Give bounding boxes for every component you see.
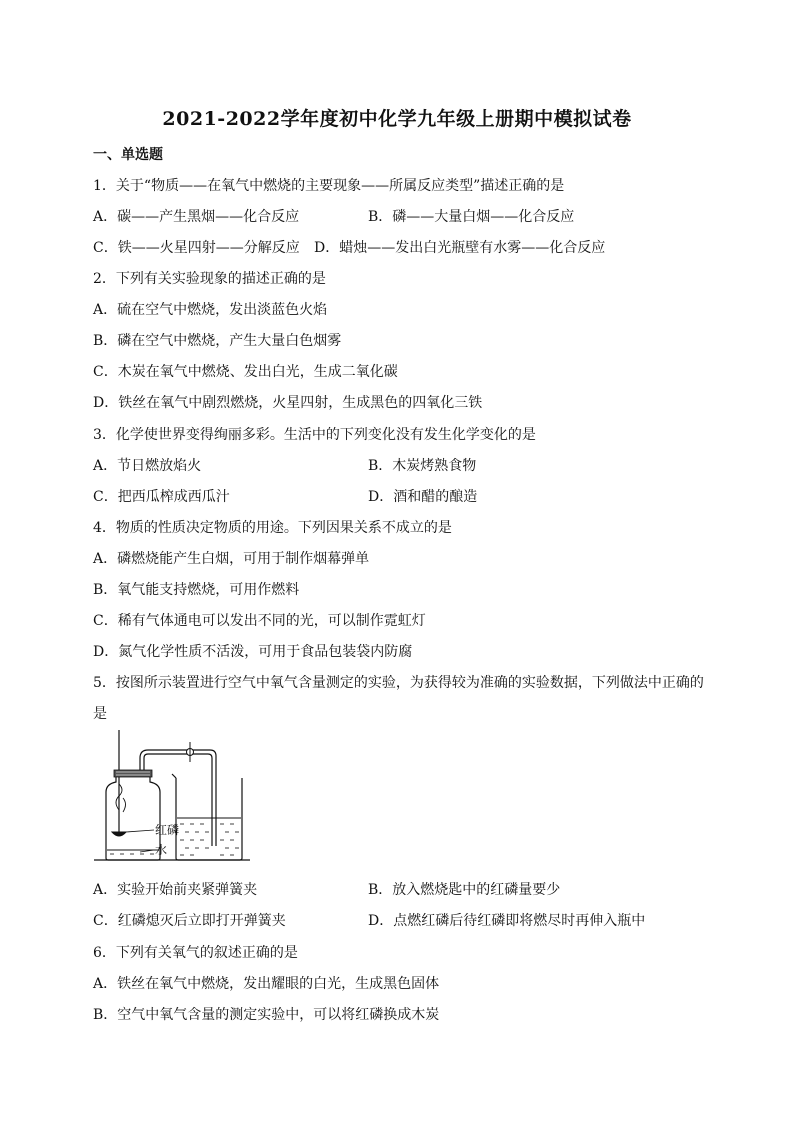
q1-option-b: B．磷——大量白烟——化合反应 bbox=[368, 209, 575, 225]
q5-option-b: B．放入燃烧匙中的红磷量要少 bbox=[368, 882, 561, 898]
q5-option-c: C．红磷熄灭后立即打开弹簧夹 bbox=[93, 913, 286, 929]
label-red-phosphorus: 红磷 bbox=[155, 823, 180, 837]
page-title: 2021-2022学年度初中化学九年级上册期中模拟试卷 bbox=[162, 108, 632, 130]
q2-stem: 2．下列有关实验现象的描述正确的是 bbox=[93, 271, 326, 287]
oxygen-content-apparatus-diagram bbox=[92, 728, 252, 866]
q5-option-d: D．点燃红磷后待红磷即将燃尽时再伸入瓶中 bbox=[368, 913, 646, 929]
q5-option-a: A．实验开始前夹紧弹簧夹 bbox=[93, 882, 258, 898]
q2-option-a: A．硫在空气中燃烧，发出淡蓝色火焰 bbox=[93, 302, 328, 318]
q3-stem: 3．化学使世界变得绚丽多彩。生活中的下列变化没有发生化学变化的是 bbox=[93, 427, 536, 443]
q3-option-a: A．节日燃放焰火 bbox=[93, 458, 202, 474]
q2-option-b: B．磷在空气中燃烧，产生大量白色烟雾 bbox=[93, 333, 342, 349]
q3-option-d: D．酒和醋的酿造 bbox=[368, 489, 478, 505]
q2-option-d: D．铁丝在氧气中剧烈燃烧，火星四射，生成黑色的四氧化三铁 bbox=[93, 395, 483, 411]
q3-option-b: B．木炭烤熟食物 bbox=[368, 458, 477, 474]
q4-stem: 4．物质的性质决定物质的用途。下列因果关系不成立的是 bbox=[93, 520, 452, 536]
q1-option-c: C．铁——火星四射——分解反应 bbox=[93, 240, 300, 256]
label-water: 水 bbox=[155, 843, 168, 857]
q4-option-b: B．氧气能支持燃烧，可用作燃料 bbox=[93, 582, 300, 598]
q5-stem: 5．按图所示装置进行空气中氧气含量测定的实验，为获得较为准确的实验数据，下列做法中正确的 bbox=[93, 675, 704, 691]
q6-option-a: A．铁丝在氧气中燃烧，发出耀眼的白光，生成黑色固体 bbox=[93, 976, 440, 992]
section-heading: 一、单选题 bbox=[93, 147, 163, 163]
q4-option-d: D．氮气化学性质不活泼，可用于食品包装袋内防腐 bbox=[93, 644, 413, 660]
q1-stem: 1．关于“物质——在氧气中燃烧的主要现象——所属反应类型”描述正确的是 bbox=[93, 178, 565, 194]
q6-stem: 6．下列有关氧气的叙述正确的是 bbox=[93, 945, 298, 961]
q4-option-c: C．稀有气体通电可以发出不同的光，可以制作霓虹灯 bbox=[93, 613, 426, 629]
q5-stem-continued: 是 bbox=[93, 706, 107, 722]
q6-option-b: B．空气中氧气含量的测定实验中，可以将红磷换成木炭 bbox=[93, 1007, 440, 1023]
q4-option-a: A．磷燃烧能产生白烟，可用于制作烟幕弹单 bbox=[93, 551, 370, 567]
q1-option-d: D．蜡烛——发出白光瓶壁有水雾——化合反应 bbox=[314, 240, 606, 256]
q2-option-c: C．木炭在氧气中燃烧、发出白光，生成二氧化碳 bbox=[93, 364, 398, 380]
q3-option-c: C．把西瓜榨成西瓜汁 bbox=[93, 489, 230, 505]
q1-option-a: A．碳——产生黑烟——化合反应 bbox=[93, 209, 300, 225]
